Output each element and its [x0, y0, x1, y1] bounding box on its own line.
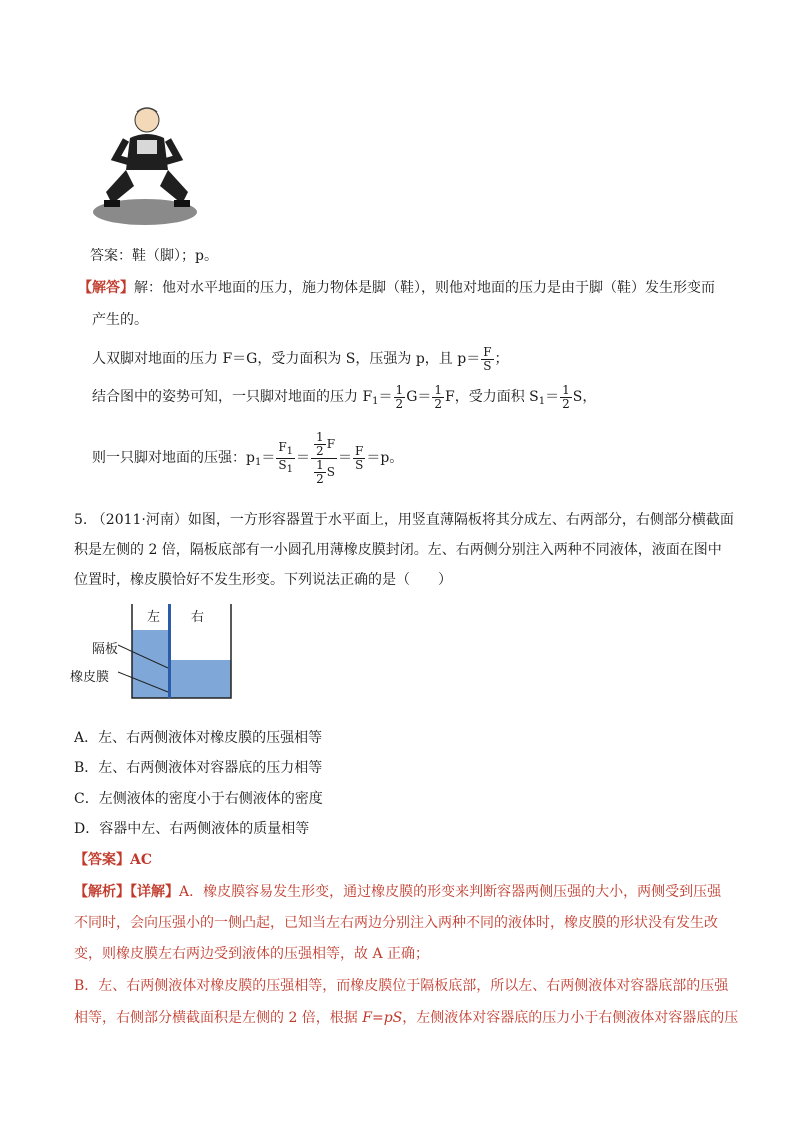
- question5-line2: 积是左侧的 2 倍，隔板底部有一小圆孔用薄橡皮膜封闭。左、右两侧分别注入两种不同液体，液面在图中: [74, 542, 722, 558]
- answer4-line2: [78, 278, 715, 298]
- fraction-F-over-S: $\frac{F}{S}$: [483, 344, 492, 373]
- option-b: B．左、右两侧液体对容器底的压力相等: [74, 760, 323, 776]
- answer4-line5: 则一只脚对地面的压强：$p_1=$ $\frac{F_1}{S_1}$ ＝ $\frac{1}{2}$ F $\frac{1}{2}$ S ＝ $\frac{F}{S}$ ＝p。: [92, 429, 404, 486]
- container-drawing: [70, 600, 260, 715]
- answer5-l2: 不同时，会向压强小的一侧凸起，已知当左右两边分别注入两种不同的液体时，橡皮膜的形状没有发生改: [74, 915, 718, 931]
- answer5-l3: 变，则橡皮膜左右两边受到液体的压强相等，故 A 正确；: [74, 946, 430, 962]
- fraction-complex: $\frac{1}{2}$ F $\frac{1}{2}$ S: [311, 431, 337, 486]
- fraction-half: $\frac{1}{2}$: [395, 382, 404, 411]
- answer5-l1: 【解析】【详解】A．橡皮膜容易发生形变，通过橡皮膜的形变来判断容器两侧压强的大小，两侧受到压强: [74, 884, 722, 900]
- option-a: A．左、右两侧液体对橡皮膜的压强相等: [74, 730, 323, 746]
- container-figure: [70, 600, 260, 715]
- answer4-line2a: 解：他对水平地面的压力，施力物体是脚（鞋），则他对地面的压力是由于脚（鞋）发生形变而: [134, 280, 715, 296]
- fraction-F1-over-S1: $\frac{F_1}{S_1}$: [278, 439, 294, 475]
- question5-line1: 5. （2011·河南）如图，一方形容器置于水平面上，用竖直薄隔板将其分成左、右两部分，右侧部分横截面: [74, 512, 734, 528]
- option-c: C．左侧液体的密度小于右侧液体的密度: [74, 791, 323, 807]
- person-illustration: [90, 100, 200, 230]
- answer5-l4: B．左、右两侧液体对橡皮膜的压强相等，而橡皮膜位于隔板底部，所以左、右两侧液体对容器底部的压强: [74, 978, 729, 994]
- option-d: D．容器中左、右两侧液体的质量相等: [74, 821, 310, 837]
- answer4-line4: 结合图中的姿势可知，一只脚对地面的压力 $F_1=$ $\frac{1}{2}$ G＝ $\frac{1}{2}$ F，受力面积 $S_1=$ $\frac{1}{2}$ S，: [92, 382, 597, 411]
- answer4-line2b: 产生的。: [92, 312, 148, 328]
- question5-line3: 位置时，橡皮膜恰好不发生形变。下列说法正确的是（ ）: [74, 572, 452, 588]
- answer5-answer: 【答案】AC: [74, 852, 153, 868]
- answer4-line3: 人双脚对地面的压力 F＝G，受力面积为 S，压强为 p，且 p＝ $\frac{F}{S}$ ；: [92, 344, 509, 373]
- fraction-half: $\frac{1}{2}$: [434, 382, 443, 411]
- answer4-line1: 答案：鞋（脚）；p。: [90, 248, 218, 264]
- label-membrane: 橡皮膜: [70, 670, 110, 685]
- fraction-F-over-S: $\frac{F}{S}$: [355, 443, 364, 472]
- label-left: 左: [147, 610, 161, 625]
- fraction-half: $\frac{1}{2}$: [562, 382, 570, 411]
- solution-bracket: 【解答】: [78, 280, 134, 296]
- answer5-l5: 相等，右侧部分横截面积是左侧的 2 倍，根据 F=pS，左侧液体对容器底的压力小于右侧液体对容器底的压: [74, 1010, 739, 1026]
- label-right: 右: [191, 610, 205, 625]
- label-partition: 隔板: [92, 642, 119, 657]
